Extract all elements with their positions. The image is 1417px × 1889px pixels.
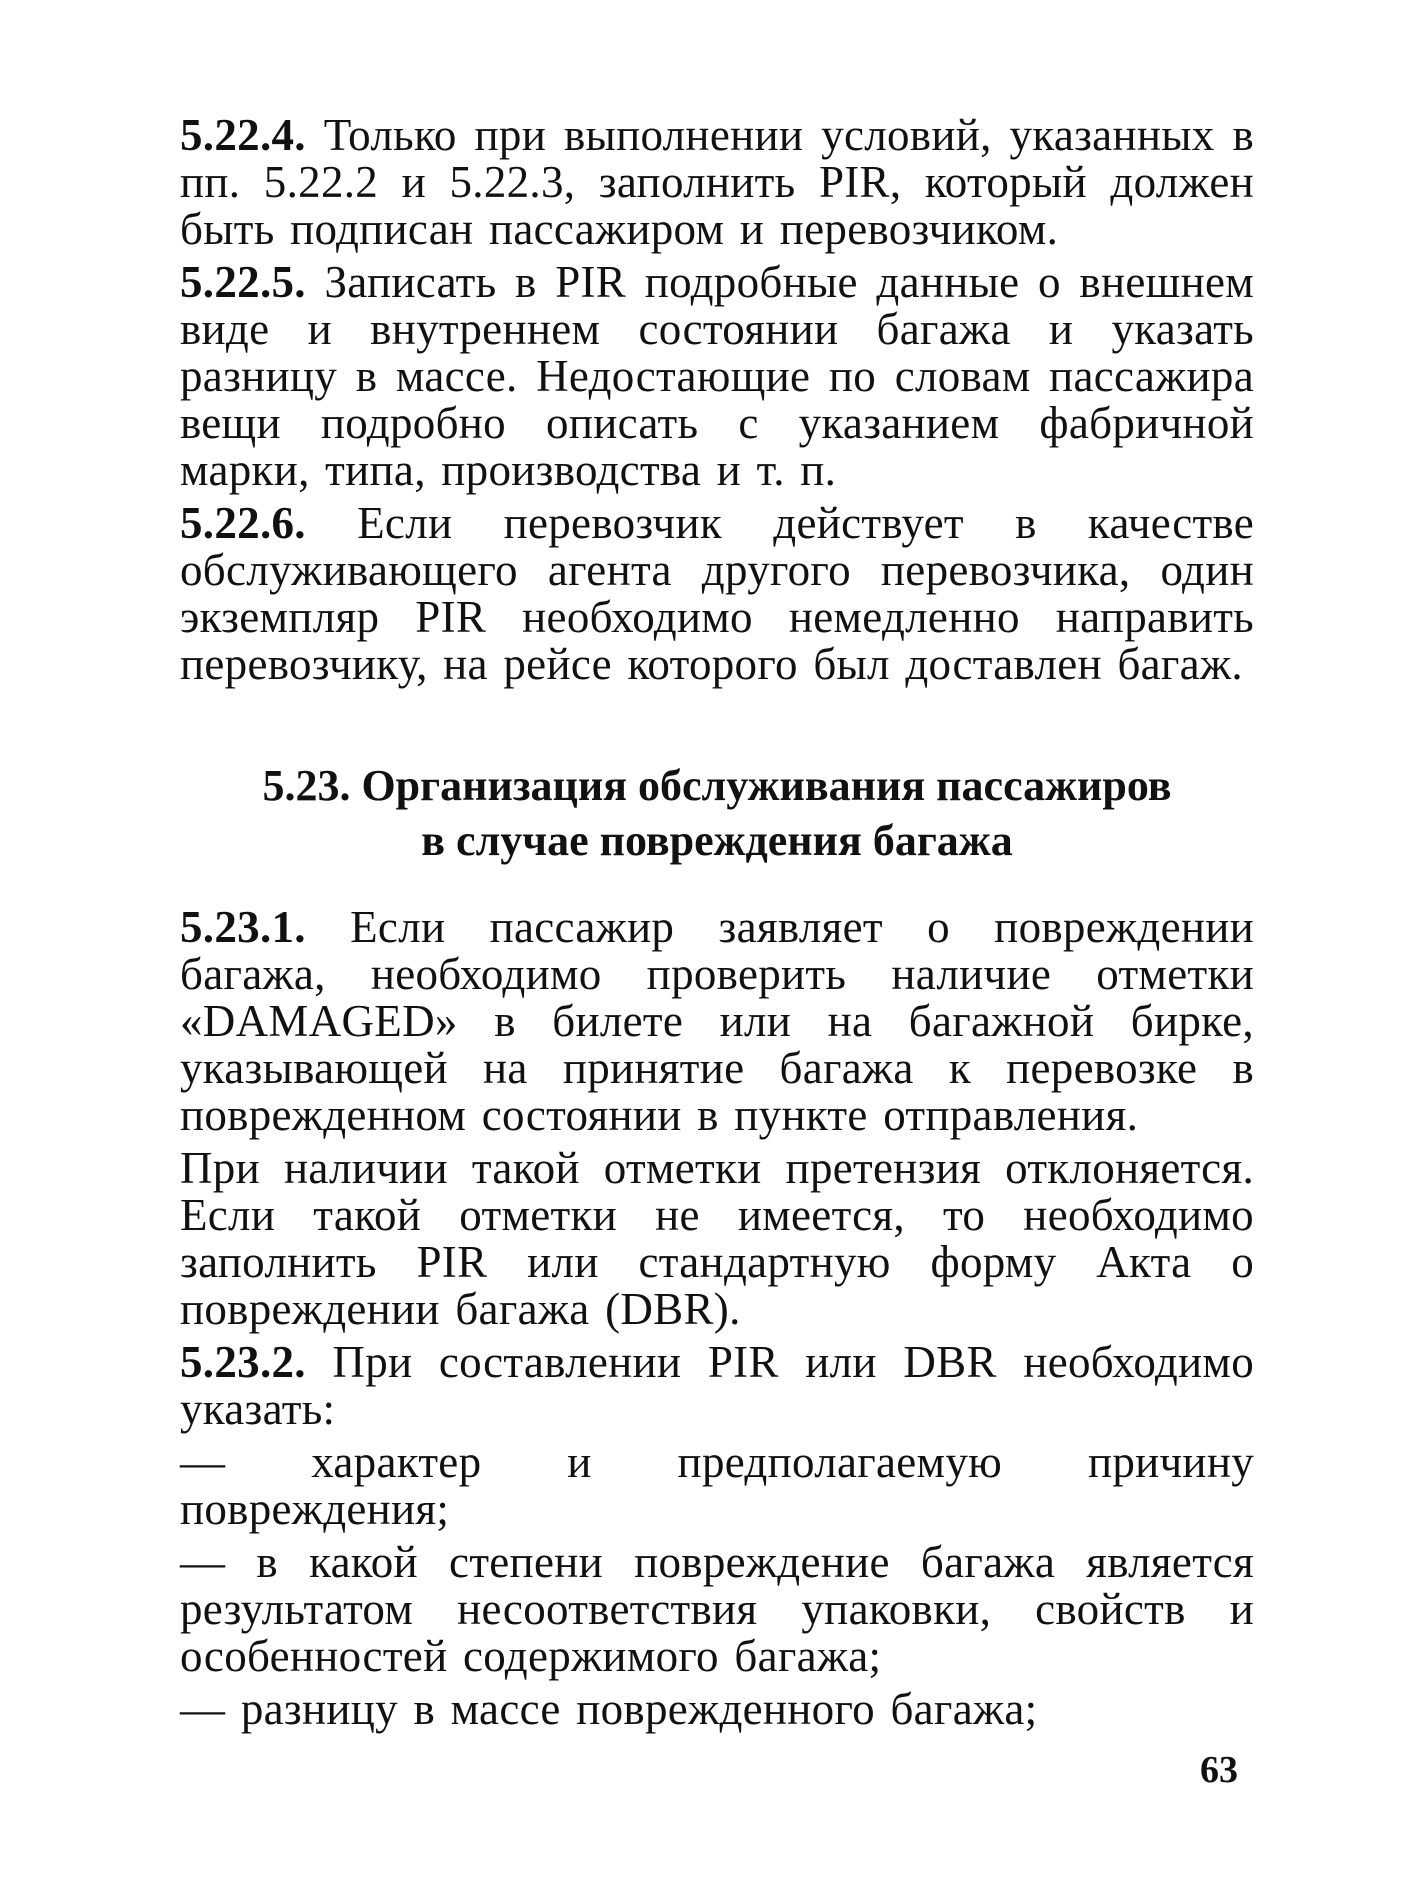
paragraph-5-23-1-continued	[180, 1145, 1254, 1333]
paragraph-number: 5.23.2.	[180, 1337, 306, 1387]
paragraph-number: 5.22.6.	[180, 498, 306, 548]
paragraph-5-23-1	[180, 904, 1254, 1139]
paragraph-text: Если пассажир заявляет о повреждении багажа, необходимо проверить наличие отметки «DAMAGED» в билете или на багажной бирке, указывающей на принятие багажа к перевозке в поврежденном состоянии в пункте отправления.	[180, 902, 1254, 1140]
section-heading-5-23	[180, 758, 1254, 868]
dash-list-item: — разницу в массе поврежденного багажа;	[180, 1684, 1038, 1734]
paragraph-text: Записать в PIR подробные данные о внешнем виде и внутреннем состоянии багажа и указать разницу в массе. Недостающие по словам пассажира вещи подробно описать с указанием фабричной марки, типа, производства и т. п.	[180, 257, 1254, 495]
paragraph-5-22-6	[180, 500, 1254, 688]
paragraph-5-22-4	[180, 112, 1254, 253]
section-heading-line-2: в случае повреждения багажа	[421, 816, 1013, 865]
section-heading-line-1: 5.23. Организация обслуживания пассажиров	[262, 761, 1172, 810]
paragraph-text: При составлении PIR или DBR необходимо указать:	[180, 1337, 1254, 1434]
paragraph-text: Если перевозчик действует в качестве обслуживающего агента другого перевозчика, один экземпляр PIR необходимо немедленно направить перевозчику, на рейсе которого был доставлен багаж.	[180, 498, 1254, 689]
document-page	[180, 112, 1254, 1739]
paragraph-number: 5.22.4.	[180, 110, 306, 160]
paragraph-number: 5.22.5.	[180, 257, 306, 307]
paragraph-5-22-5	[180, 259, 1254, 494]
paragraph-text: При наличии такой отметки претензия отклоняется. Если такой отметки не имеется, то необходимо заполнить PIR или стандартную форму Акта о повреждении багажа (DBR).	[180, 1143, 1254, 1334]
paragraph-5-23-2	[180, 1339, 1254, 1433]
dash-list-item: — характер и предполагаемую причину повреждения;	[180, 1437, 1254, 1534]
paragraph-number: 5.23.1.	[180, 902, 306, 952]
page-number: 63	[1200, 1749, 1238, 1791]
paragraph-text: Только при выполнении условий, указанных в пп. 5.22.2 и 5.22.3, заполнить PIR, который должен быть подписан пассажиром и перевозчиком.	[180, 110, 1254, 254]
dash-list-item: — в какой степени повреждение багажа является результатом несоответствия упаковки, свойств и особенностей содержимого багажа;	[180, 1537, 1254, 1681]
